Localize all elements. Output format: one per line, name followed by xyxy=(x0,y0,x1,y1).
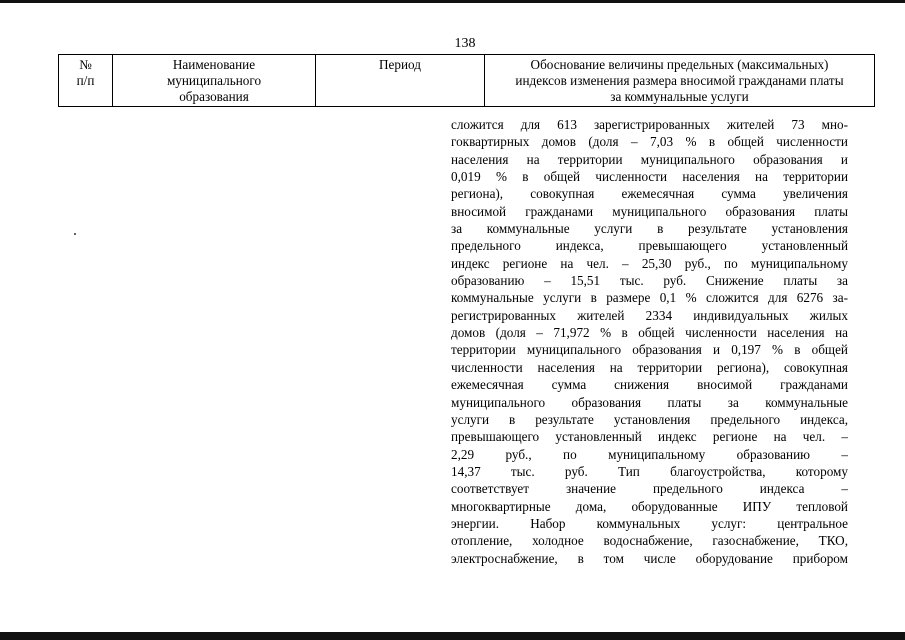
text-line: регистрированных жителей 2334 индивидуальных жилых xyxy=(451,307,848,323)
text-line: за коммунальные услуги в результате установления xyxy=(451,221,848,237)
column-header-municipality-line2: муниципального xyxy=(166,73,262,88)
column-header-municipality xyxy=(113,55,316,107)
text-line: предельного индекса, превышающего установленный xyxy=(451,238,848,254)
column-header-basis-line1: Обоснование величины предельных (максимальных) xyxy=(530,57,829,72)
column-header-number-line1: № xyxy=(79,57,92,72)
column-header-number xyxy=(59,55,113,107)
text-line: коммунальные услуги в размере 0,1 % сложится для 6276 за- xyxy=(451,290,848,306)
column-header-basis xyxy=(485,55,875,107)
text-line: населения на территории муниципального образования и xyxy=(451,151,848,167)
text-line: ежемесячная сумма снижения вносимой гражданами xyxy=(451,377,848,393)
text-line: региона), совокупная ежемесячная сумма увеличения xyxy=(451,186,848,202)
column-header-basis-line3: за коммунальные услуги xyxy=(610,89,749,104)
text-line: домов (доля – 71,972 % в общей численности населения на xyxy=(451,325,848,341)
text-line: численности населения на территории региона), совокупная xyxy=(451,359,848,375)
text-line: вносимой гражданами муниципального образования платы xyxy=(451,203,848,219)
text-line: индекс регионе на чел. – 25,30 руб., по муниципальному xyxy=(451,255,848,271)
header-row xyxy=(59,55,875,107)
text-line: 2,29 руб., по муниципальному образованию – xyxy=(451,446,848,462)
column-header-municipality-line3: образования xyxy=(179,89,249,104)
text-line: превышающего установленный индекс регионе на чел. – xyxy=(451,429,848,445)
column-header-municipality-line1: Наименование xyxy=(172,57,256,72)
column-header-period-label: Период xyxy=(379,57,421,72)
text-line: территории муниципального образования и 0,197 % в общей xyxy=(451,342,848,358)
text-line: многоквартирные дома, оборудованные ИПУ тепловой xyxy=(451,498,848,514)
text-line: 14,37 тыс. руб. Тип благоустройства, которому xyxy=(451,463,848,479)
basis-text-block xyxy=(451,116,848,567)
scan-top-border xyxy=(0,0,905,3)
column-header-basis-line2: индексов изменения размера вносимой гражданами платы xyxy=(515,73,844,88)
page-number: 138 xyxy=(454,36,476,51)
text-line: соответствует значение предельного индекса – xyxy=(451,481,848,497)
column-header-number-line2: п/п xyxy=(76,73,95,88)
text-line: сложится для 613 зарегистрированных жителей 73 мно- xyxy=(451,117,848,132)
text-line: образованию – 15,51 тыс. руб. Снижение платы за xyxy=(451,273,848,289)
text-line: 0,019 % в общей численности населения на территории xyxy=(451,169,848,185)
column-header-period xyxy=(316,55,485,107)
text-line: электроснабжение, в том числе оборудование прибором xyxy=(451,550,848,566)
text-line: муниципального образования платы за коммунальные xyxy=(451,394,848,410)
text-line: отопление, холодное водоснабжение, газоснабжение, ТКО, xyxy=(451,533,848,549)
text-line: услуги в результате установления предельного индекса, xyxy=(451,411,848,427)
text-line: гоквартирных домов (доля – 7,03 % в общей численности xyxy=(451,134,848,150)
header-table xyxy=(58,54,875,107)
scan-bottom-border xyxy=(0,632,905,640)
text-line: энергии. Набор коммунальных услуг: центральное xyxy=(451,515,848,531)
scan-speck xyxy=(74,233,76,235)
